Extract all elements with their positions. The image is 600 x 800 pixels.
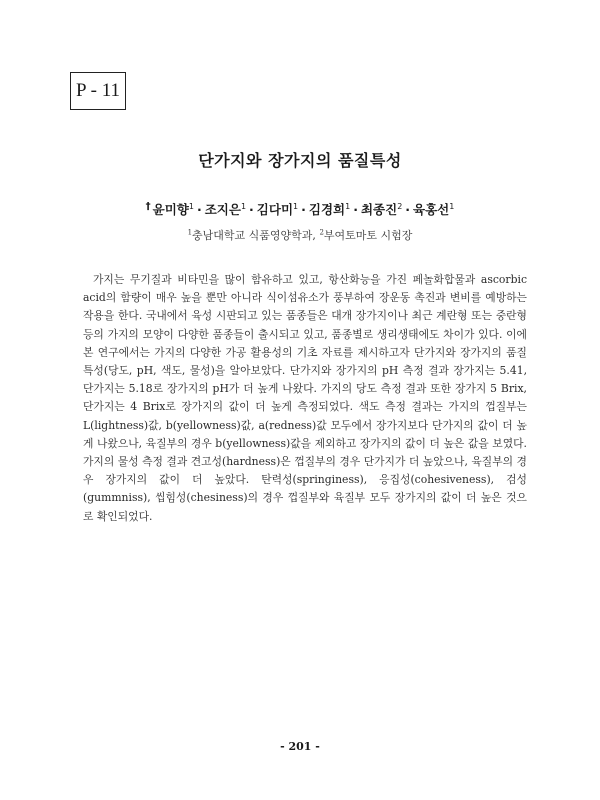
affiliation-2: 부여토마토 시험장 xyxy=(323,229,413,242)
author-affiliation-marker: 1 xyxy=(293,201,299,211)
author-separator: · xyxy=(301,202,306,217)
author-affiliation-marker: 1 xyxy=(240,201,247,211)
affiliation-marker-2: 2 xyxy=(319,228,324,237)
author-name: 김경희 xyxy=(308,202,346,217)
author-affiliation-marker: 2 xyxy=(397,201,403,211)
affiliation-marker-1: 1 xyxy=(187,228,193,237)
author-separator: · xyxy=(249,202,254,217)
abstract-paragraph: 가지는 무기질과 비타민을 많이 함유하고 있고, 항산화능을 가진 페놀화합물과 ascorbic acid의 함량이 매우 높을 뿐만 아니라 식이섬유소가 풍부하여 장운동 촉진과 변비를 예방하는 작용을 한다. 국내에서 육성 시판되고 있는 품종들은 대개 장가지이나 최근 계란형 또는 중란형 등의 가지의 모양이 다양한 품종들이 출시되고 있고, 품종별로 생리생태에도 차이가 있다. 이에 본 연구에서는 가지의 다양한 가공 활용성의 기초 자료를 제시하고자 단가지와 장가지의 품질 특성(당도, pH, 색도, 물성)을 알아보았다. 단가지와 장가지의 pH 측정 결과 장가지는 5.41, 단가지는 5.18로 장가지의 pH가 더 높게 나왔다. 가지의 당도 측정 결과 또한 장가지 5 Brix, 단가지는 4 Brix로 장가지의 값이 더 높게 측정되었다. 색도 측정 결과는 가지의 껍질부는 L(lightness)값, b(yellowness)값, a(redness)값 모두에서 장가지보다 단가지의 값이 더 높게 나왔으나, 육질부의 경우 b(yellowness)값을 제외하고 장가지의 값이 더 높은 값을 보였다. 가지의 물성 측정 결과 견고성(hardness)은 껍질부의 경우 단가지가 더 높았으나, 육질부의 경우 장가지의 값이 더 높았다. 탄력성(springiness), 응집성(cohesiveness), 검성(gummniss), 씹힘성(chesiness)의 경우 껍질부와 육질부 모두 장가지의 값이 더 높은 것으로 확인되었다. xyxy=(83,273,527,523)
corresponding-author-mark: † xyxy=(145,200,151,212)
author-name: 윤미향 xyxy=(152,202,189,217)
author-affiliation-marker: 1 xyxy=(188,201,194,211)
author-name: 최종진 xyxy=(360,202,398,217)
affiliation-1: 충남대학교 식품영양학과, xyxy=(192,229,316,242)
author-name: 김다미 xyxy=(256,202,294,217)
paper-title: 단가지와 장가지의 품질특성 xyxy=(198,151,402,170)
author-name: 육홍선 xyxy=(413,202,450,217)
author-affiliation-marker: 1 xyxy=(345,201,351,211)
author-separator: · xyxy=(353,202,358,217)
paper-code: P - 11 xyxy=(76,80,120,101)
author-list xyxy=(0,200,600,218)
affiliation-line xyxy=(0,227,600,243)
author-separator: · xyxy=(196,202,202,217)
author-name: 조지은 xyxy=(204,202,241,217)
paper-code-box xyxy=(70,72,126,110)
page-number: - 201 - xyxy=(280,740,320,753)
author-affiliation-marker: 1 xyxy=(449,201,455,211)
author-separator: · xyxy=(405,202,411,217)
